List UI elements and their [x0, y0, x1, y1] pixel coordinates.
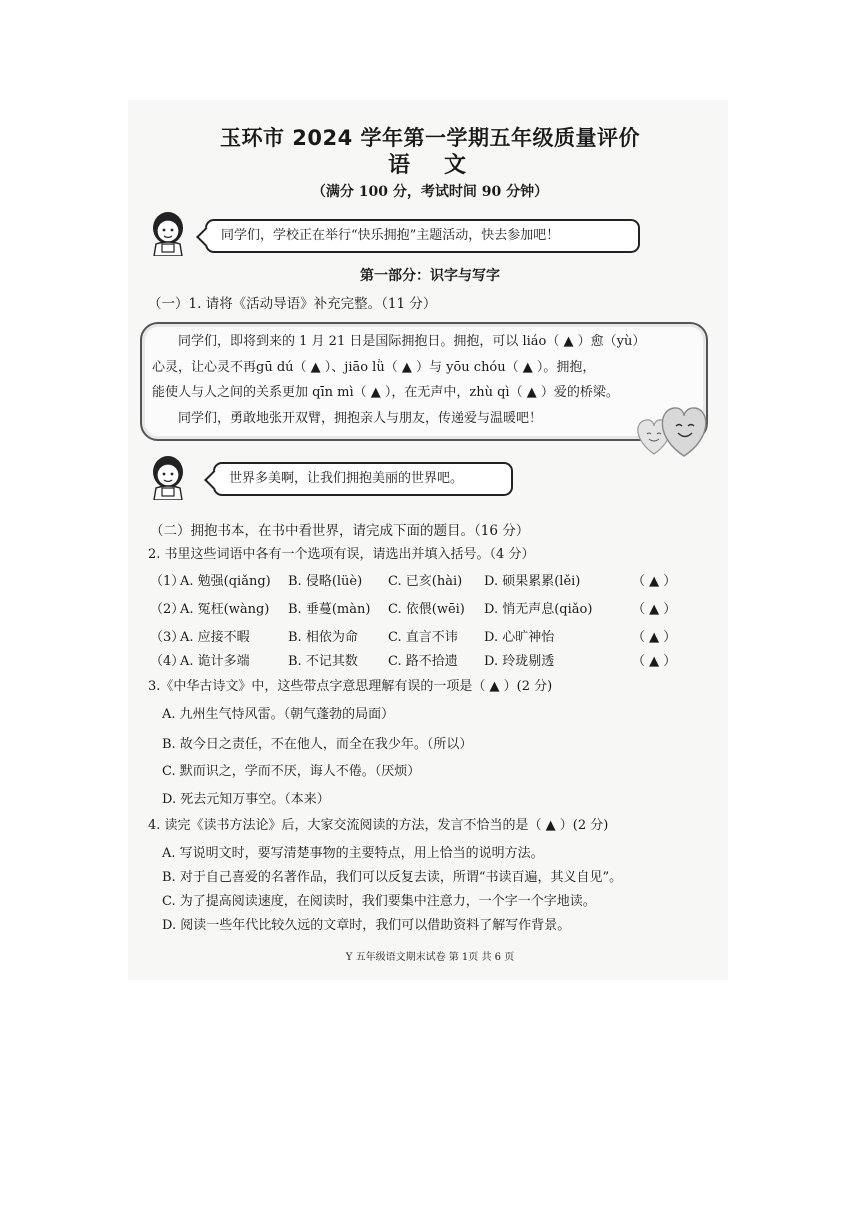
q2-row-4-option-a: A. 诡计多端: [180, 654, 250, 669]
exam-note: （满分 100 分，考试时间 90 分钟）: [311, 184, 549, 200]
girl-avatar-icon: [148, 210, 188, 260]
q2-row-3-number: （3）: [150, 630, 185, 645]
smiling-hearts-icon: [632, 398, 712, 464]
q2-row-1-number: （1）: [150, 574, 185, 589]
page-footer: Y 五年级语文期末试卷 第 1页 共 6 页: [345, 952, 515, 963]
q3-option-d: D. 死去元知万事空。（本来）: [162, 792, 330, 807]
q3-prompt: 3.《中华古诗文》中，这些带点字意思理解有误的一项是（ ▲ ）(2 分): [148, 679, 553, 694]
q4-option-c: C. 为了提高阅读速度，在阅读时，我们要集中注意力，一个字一个字地读。: [162, 894, 596, 909]
second-bubble-text: 世界多美啊，让我们拥抱美丽的世界吧。: [229, 471, 464, 486]
q2-prompt: 2. 书里这些词语中各有一个选项有误，请选出并填入括号。（4 分）: [148, 547, 535, 562]
q2-row-2: [150, 598, 592, 617]
q2-row-2-answer: （ ▲ ）: [632, 602, 677, 617]
q2-row-4-option-c: C. 路不拾遗: [388, 654, 458, 669]
subject-title: 语 文: [387, 153, 472, 178]
q2-row-4-option-b: B. 不记其数: [288, 654, 358, 669]
q2-row-4: [150, 650, 554, 669]
q2-row-1: [150, 570, 580, 589]
q3-option-a: A. 九州生气恃风雷。（朝气蓬勃的局面）: [162, 707, 395, 722]
intro-speech-bubble: [205, 219, 640, 253]
q2-row-1-option-c: C. 已亥(hài): [388, 574, 463, 589]
q1-prompt: （一）1. 请将《活动导语》补充完整。（11 分）: [148, 296, 437, 312]
second-speech-bubble: [213, 462, 513, 496]
guide-line-4: 同学们，勇敢地张开双臂，拥抱亲人与朋友，传递爱与温暖吧！: [152, 411, 543, 426]
exam-title: 玉环市 2024 学年第一学期五年级质量评价: [219, 126, 641, 150]
guide-line-3: 能使人与人之间的关系更加 qīn mì（ ▲ ），在无声中，zhù qì（ ▲ ）爱的桥梁。: [152, 385, 619, 400]
girl-avatar-icon: [148, 454, 188, 504]
q2-row-2-option-b: B. 垂蔓(màn): [288, 602, 371, 617]
q2-row-2-option-d: D. 悄无声息(qiǎo): [484, 602, 593, 617]
q4-option-d: D. 阅读一些年代比较久远的文章时，我们可以借助资料了解写作背景。: [162, 918, 571, 933]
q2-row-2-number: （2）: [150, 602, 185, 617]
part2-heading: （二）拥抱书本，在书中看世界，请完成下面的题目。（16 分）: [150, 523, 530, 539]
q2-row-2-option-c: C. 依偎(wēi): [388, 602, 465, 617]
q2-row-3-option-b: B. 相依为命: [288, 630, 358, 645]
q2-row-1-option-b: B. 侵略(lüè): [288, 574, 363, 589]
q2-row-3-option-c: C. 直言不讳: [388, 630, 458, 645]
q2-row-4-answer: （ ▲ ）: [632, 654, 677, 669]
q2-row-4-number: （4）: [150, 654, 185, 669]
q2-row-3-option-a: A. 应接不暇: [180, 630, 250, 645]
q2-row-1-answer: （ ▲ ）: [632, 574, 677, 589]
q2-row-3-answer: （ ▲ ）: [632, 630, 677, 645]
q2-row-3: [150, 626, 554, 645]
part1-heading: 第一部分：识字与写字: [360, 268, 500, 284]
q2-row-3-option-d: D. 心旷神怡: [484, 630, 555, 645]
intro-bubble-text: 同学们，学校正在举行“快乐拥抱”主题活动，快去参加吧！: [221, 228, 560, 243]
q2-row-4-option-d: D. 玲珑剔透: [484, 654, 555, 669]
q4-option-b: B. 对于自己喜爱的名著作品，我们可以反复去读，所谓“书读百遍，其义自见”。: [162, 870, 623, 885]
q3-option-b: B. 故今日之责任，不在他人，而全在我少年。（所以）: [162, 737, 473, 752]
q3-option-c: C. 默而识之，学而不厌，诲人不倦。（厌烦）: [162, 764, 421, 779]
guide-line-2: 心灵，让心灵不再gū dú（ ▲ ）、jiāo lǜ（ ▲ ）与 yōu chóu（ ▲ ）。拥抱，: [152, 360, 596, 375]
q4-option-a: A. 写说明文时，要写清楚事物的主要特点，用上恰当的说明方法。: [162, 846, 544, 861]
guide-line-1: 同学们，即将到来的 1 月 21 日是国际拥抱日。拥抱，可以 liáo（ ▲ ）愈（yù）: [152, 334, 646, 349]
q4-prompt: 4. 读完《读书方法论》后，大家交流阅读的方法，发言不恰当的是（ ▲ ）(2 分): [148, 818, 609, 833]
q2-row-1-option-d: D. 硕果累累(lěi): [484, 574, 581, 589]
q2-row-1-option-a: A. 勉强(qiǎng): [180, 574, 271, 589]
q2-row-2-option-a: A. 冤枉(wàng): [180, 602, 270, 617]
